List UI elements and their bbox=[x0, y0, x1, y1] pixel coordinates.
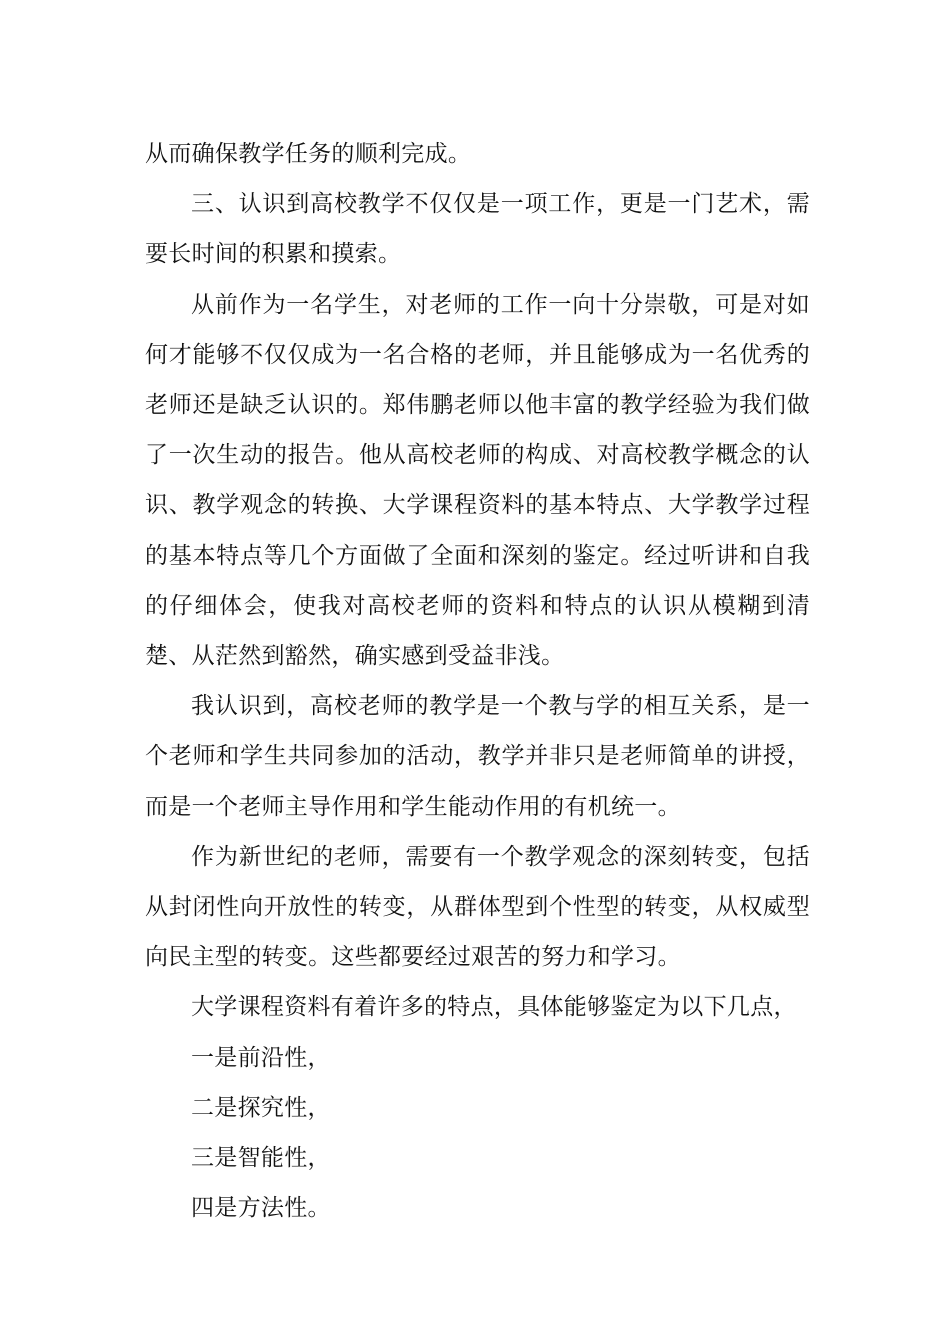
list-item: 四是方法性。 bbox=[191, 1195, 331, 1222]
section-heading: 三、认识到高校教学不仅仅是一项工作，更是一门艺术，需要长时间的积累和摸索。 bbox=[145, 191, 810, 268]
list-item: 一是前沿性， bbox=[191, 1044, 331, 1071]
paragraph: 我认识到，高校老师的教学是一个教与学的相互关系，是一个老师和学生共同参加的活动，教学并非只是老师简单的讲授，而是一个老师主导作用和学生能动作用的有机统一。 bbox=[145, 693, 810, 820]
paragraph: 从前作为一名学生，对老师的工作一向十分崇敬，可是对如何才能够不仅仅成为一名合格的老师，并且能够成为一名优秀的老师还是缺乏认识的。郑伟鹏老师以他丰富的教学经验为我们做了一次生动的报告。他从高校老师的构成、对高校教学概念的认识、教学观念的转换、大学课程资料的基本特点、大学教学过程的基本特点等几个方面做了全面和深刻的鉴定。经过听讲和自我的仔细体会，使我对高校老师的资料和特点的认识从模糊到清楚、从茫然到豁然，确实感到受益非浅。 bbox=[145, 291, 810, 670]
paragraph: 大学课程资料有着许多的特点，具体能够鉴定为以下几点， bbox=[191, 994, 797, 1021]
document-body bbox=[145, 129, 810, 1233]
paragraph: 从而确保教学任务的顺利完成。 bbox=[145, 141, 472, 167]
list-item: 二是探究性， bbox=[191, 1094, 331, 1121]
list-item: 三是智能性， bbox=[191, 1145, 331, 1172]
paragraph: 作为新世纪的老师，需要有一个教学观念的深刻转变，包括从封闭性向开放性的转变，从群体型到个性型的转变，从权威型向民主型的转变。这些都要经过艰苦的努力和学习。 bbox=[145, 843, 810, 971]
